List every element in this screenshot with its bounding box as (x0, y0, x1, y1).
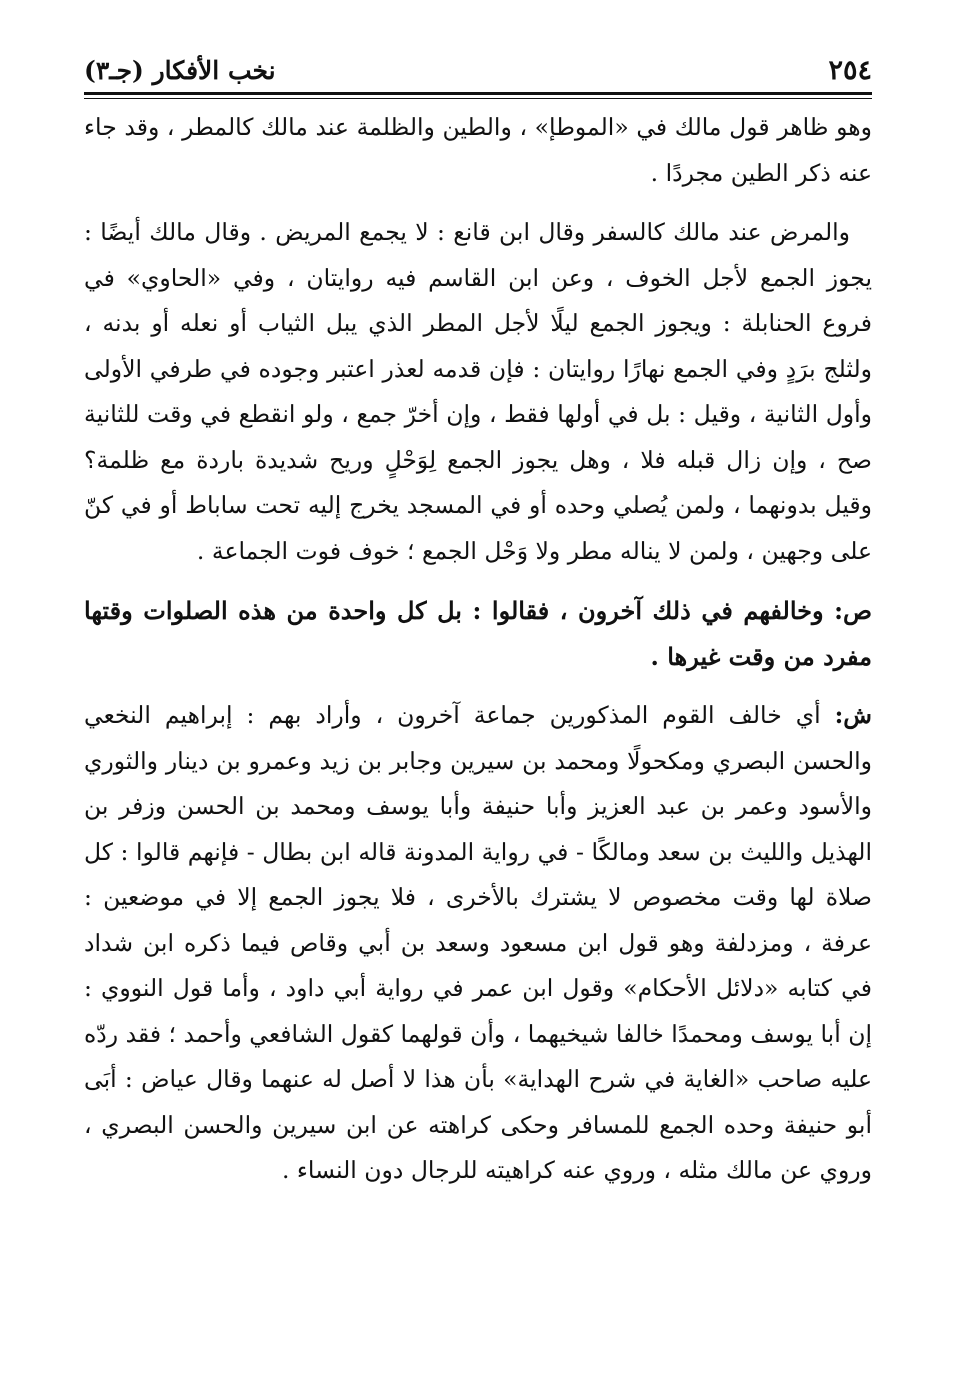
paragraph-continued (84, 105, 872, 196)
paragraph-matn (84, 588, 872, 679)
paragraph-illness (84, 210, 872, 574)
paragraph-sharh (84, 693, 872, 1194)
book-title: نخب الأفكار (جـ٣) (84, 56, 276, 85)
paragraph-text: وهو ظاهر قول مالك في «الموطإ» ، والطين والظلمة عند مالك كالمطر ، وقد جاء عنه ذكر الطين مجردًا . (84, 113, 872, 187)
header-rule-thin (84, 98, 872, 99)
page-number: ٢٥٤ (828, 55, 872, 86)
header-rule-thick (84, 92, 872, 95)
paragraph-text: أي خالف القوم المذكورين جماعة آخرون ، وأراد بهم : إبراهيم النخعي والحسن البصري ومكحولًا ومحمد بن سيرين وجابر بن زيد وعمرو بن دينار والثوري والأسود وعمر بن عبد العزيز وأبا حنيفة وأبا يوسف ومحمد بن الحسن وزفر بن الهذيل والليث بن سعد ومالكًا - في رواية المدونة قاله ابن بطال - فإنهم قالوا : كل صلاة لها وقت مخصوص لا يشترك بالأخرى ، فلا يجوز الجمع إلا في موضعين : عرفة ، ومزدلفة وهو قول ابن مسعود وسعد بن أبي وقاص فيما ذكره ابن شداد في كتابه «دلائل الأحكام» وقول ابن عمر في رواية أبي داود ، وأما قول النووي : إن أبا يوسف ومحمدًا خالفا شيخيهما ، وأن قولهما كقول الشافعي وأحمد ؛ فقد ردّه عليه صاحب «الغاية في شرح الهداية» بأن هذا لا أصل له عنهما وقال عياض : أبَى أبو حنيفة وحده الجمع للمسافر وحكى كراهته عن ابن سيرين والحسن البصري ، وروي عن مالك مثله ، وروي عنه كراهيته للرجال دون النساء . (84, 701, 872, 1184)
matn-marker: ص: (834, 596, 872, 625)
page-header (84, 50, 872, 88)
body-text (84, 105, 872, 1194)
paragraph-text: والمرض عند مالك كالسفر وقال ابن قانع : لا يجمع المريض . وقال مالك أيضًا : يجوز الجمع لأجل الخوف ، وعن ابن القاسم فيه روايتان ، وفي «الحاوي» في فروع الحنابلة : ويجوز الجمع ليلًا لأجل المطر الذي يبل الثياب أو نعله أو بدنه ، ولثلج برَدٍ وفي الجمع نهارًا روايتان : فإن قدمه لعذر اعتبر وجوده في طرفي الأولى وأول الثانية ، وقيل : بل في أولها فقط ، وإن أخرّ جمع ، ولو انقطع في وقت للثانية صح ، وإن زال قبله فلا ، وهل يجوز الجمع لِوَحْلٍ وريح شديدة باردة مع ظلمة؟ وقيل بدونهما ، ولمن يُصلي وحده أو في المسجد يخرج إليه تحت ساباط أو في كنّ على وجهين ، ولمن لا يناله مطر ولا وَحْل الجمع ؛ خوف فوت الجماعة . (84, 218, 872, 565)
paragraph-text: وخالفهم في ذلك آخرون ، فقالوا : بل كل واحدة من هذه الصلوات وقتها مفرد من وقت غيرها . (84, 596, 872, 671)
sharh-marker: ش: (834, 701, 872, 729)
